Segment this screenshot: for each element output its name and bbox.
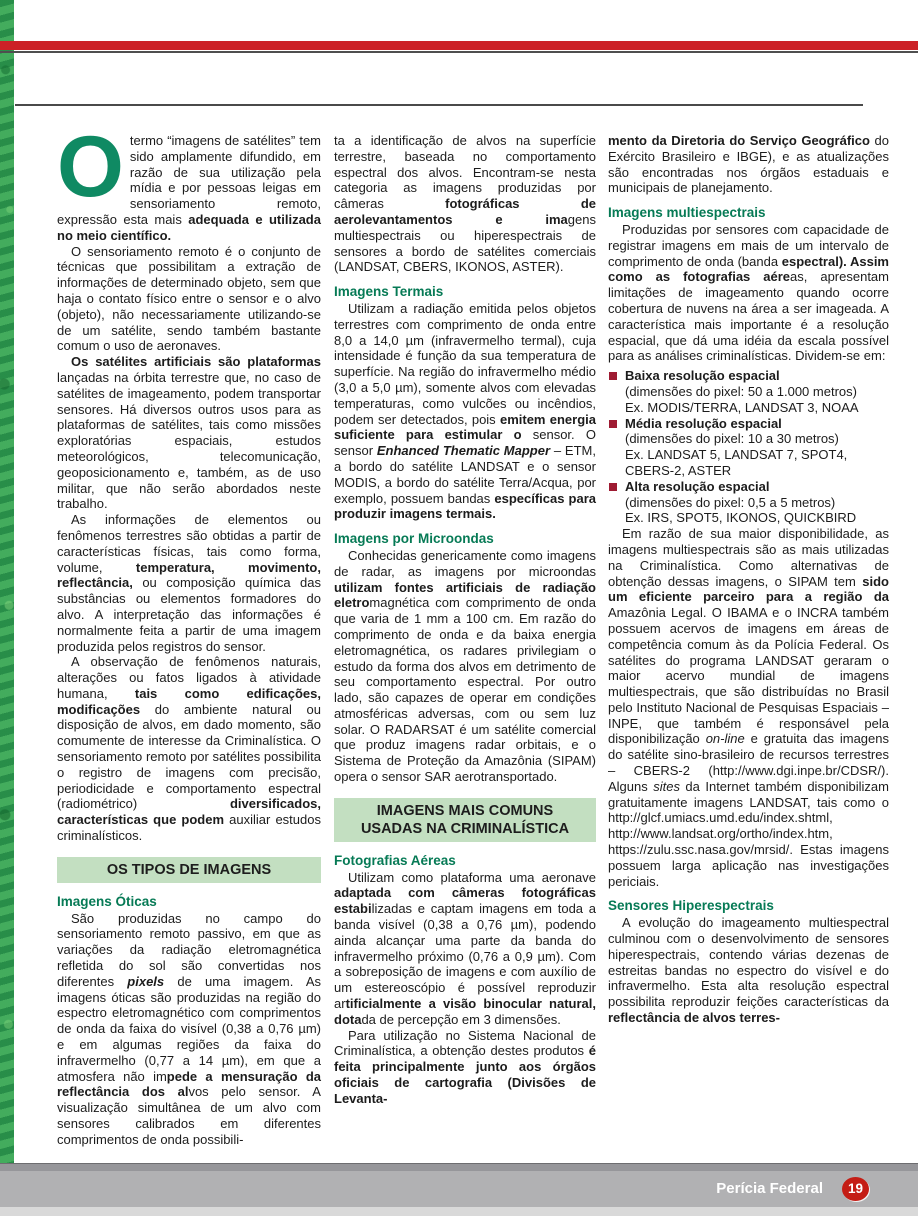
bullet-title: Alta resolução espacial bbox=[625, 478, 770, 494]
bullet-square-icon bbox=[609, 420, 617, 428]
resolution-list bbox=[608, 368, 889, 526]
subhead-imagens-termais: Imagens Termais bbox=[334, 284, 444, 300]
paragraph-disponibilidade: Em razão de sua maior disponibilidade, as imagens multiespectrais são as mais utilizadas na Criminalística. Como alternativas de obtenção dessas imagens, o SIPAM tem sido um eficiente parceiro para a região da Amazônia Legal. O IBAMA e o INCRA também possuem acervos de imagens em áreas de competência comum às da Polícia Federal. Os satélites do programa LANDSAT geraram o maior acervo mundial de imagens multiespectrais, que são distribuídas no Brasil pelo Instituto Nacional de Pesquisas Espaciais – INPE, que também é responsável pela disponibilização on-line e gratuita das imagens do satélite sino-brasileiro de recursos terrestres – CBERS-2 (http://www.dgi.inpe.br/CDSR/). Alguns sites da Internet também disponibilizam gratuitamente imagens LANDSAT, tais como o http://glcf.umiacs.umd.edu/index.shtml, http://www.landsat.org/ortho/index.htm, https://zulu.ssc.nasa.gov/mrsid/. Estas imagens possuem larga aplicação nas investigações periciais. bbox=[608, 526, 889, 889]
top-red-bar-underline bbox=[0, 51, 918, 53]
page-number-badge: 19 bbox=[842, 1177, 869, 1201]
paragraph-fotografias-aereas: Utilizam como plataforma uma aeronave adaptada com câmeras fotográficas estabilizadas e captam imagens em toda a banda visível (0,38 a 0,76 µm), podendo ainda alcançar uma parte da banda do infravermelho próximo (0,76 a 0,9 µm). Com a sobreposição de imagens e com auxílio de um estereoscópio é possível reproduzir artificialmente a visão binocular natural, dotada de percepção em 3 dimensões. bbox=[334, 869, 596, 1027]
subhead-sensores-hiperespectrais: Sensores Hiperespectrais bbox=[608, 898, 774, 914]
footer-bar bbox=[0, 1171, 918, 1207]
header-rule bbox=[15, 104, 863, 106]
paragraph-cartografia-continuacao: mento da Diretoria do Serviço Geográfico do Exército Brasileiro e IBGE), e as atualizações são encontradas nos órgãos estaduais e municipais de planejamento. bbox=[608, 133, 889, 196]
bullet-square-icon bbox=[609, 483, 617, 491]
paragraph-imagens-multiespectrais: Produzidas por sensores com capacidade de registrar imagens em mais de um intervalo de comprimento de onda (banda espectral). Assim como as fotografias aéreas, apresentam limitações de imageamento quando ocorre cobertura de nuvens na área a ser imageada. A característica mais importante é a resolução espacial, que dá uma idéia da escala possível para as análises criminalísticas. Dividem-se em: bbox=[608, 221, 889, 364]
bullet-alta-resolucao bbox=[608, 479, 889, 526]
paragraph-sensoriamento: O sensoriamento remoto é o conjunto de técnicas que possibilitam a extração de informações de determinado objeto, sem que haja o contato físico entre o sensor e o alvo (objeto), não necessariamente utilizando-se de um satélite, sendo também bastante comum o uso de aeronaves. bbox=[57, 243, 321, 354]
bullet-dimensions: (dimensões do pixel: 0,5 a 5 metros) bbox=[625, 494, 836, 510]
paragraph-imagens-termais: Utilizam a radiação emitida pelos objetos terrestres com comprimento de onda entre 8,0 a 14,0 µm (infravermelho termal), cuja intensidade é função da sua temperatura de superfície. Na região do infravermelho médio (3,0 a 5,0 µm), somente alvos com elevadas temperaturas, como vulcões ou incêndios, podem ser detectados, pois emitem energia suficiente para estimular o sensor. O sensor Enhanced Thematic Mapper – ETM, a bordo do satélite LANDSAT e o sensor MODIS, a bordo do satélite Terra/Acqua, por exemplo, possuem bandas específicas para produzir imagens termais. bbox=[334, 300, 597, 522]
subhead-fotografias-aereas: Fotografias Aéreas bbox=[334, 852, 456, 868]
section-band-tipos-de-imagens: OS TIPOS DE IMAGENS bbox=[57, 857, 321, 883]
paragraph-imagens-oticas: São produzidas no campo do sensoriamento remoto passivo, em que as variações da radiação eletromagnética refletida do sol são convertidas nos diferentes pixels de uma imagem. As imagens óticas são produzidas na região do espectro eletromagnético com comprimentos de onda da faixa do visível (0,38 a 0,76 µm) e em algumas regiões da faixa do infravermelho (0,77 a 14 µm), em que a atmosfera não impede a mensuração da reflectância dos alvos pelo sensor. A visualização simultânea de um alvo com sensores calibrados em diferentes comprimentos de onda possibili- bbox=[57, 910, 322, 1147]
magazine-name: Perícia Federal bbox=[716, 1180, 823, 1197]
bullet-dimensions: (dimensões do pixel: 10 a 30 metros) bbox=[625, 431, 839, 447]
left-photo-strip bbox=[0, 0, 14, 1164]
column-1 bbox=[57, 119, 322, 1148]
bullet-dimensions: (dimensões do pixel: 50 a 1.000 metros) bbox=[625, 383, 857, 399]
footer-bottom-strip bbox=[0, 1207, 918, 1216]
bullet-baixa-resolucao bbox=[608, 368, 889, 415]
footer-divider-bar bbox=[0, 1163, 918, 1171]
intro-text: termo “imagens de satélites” tem sido amplamente difundido, em razão de sua utilização pela mídia e por pessoas leigas em sensoriamento remoto, expressão esta mais adequada e utilizada no meio científico. bbox=[57, 133, 321, 243]
bullet-title: Média resolução espacial bbox=[625, 415, 782, 431]
dropcap-letter: O bbox=[57, 119, 124, 215]
paragraph-sensores-hiperespectrais: A evolução do imageamento multiespectral culminou com o desenvolvimento de sensores hiperespectrais, contendo várias dezenas de estreitas bandas no espectro do visível e do infravermelho. Esta alta resolução espectral possibilita reproduzir feições características da reflectância de alvos terres- bbox=[608, 915, 889, 1026]
column-3 bbox=[608, 133, 889, 1026]
intro-paragraph bbox=[57, 119, 321, 244]
paragraph-satelites-artificiais: Os satélites artificiais são plataformas lançadas na órbita terrestre que, no caso de satélites de imageamento, podem transportar sensores. Há diversos outros usos para as plataformas de satélites, tais como missões exploratórias espaciais, estudos meteorológicos, telecomunicação, geoposicionamento e, também, as de uso militar, que não serão abordados neste trabalho. bbox=[57, 354, 321, 512]
paragraph-observacao: A observação de fenômenos naturais, alterações ou fatos ligados à atividade humana, tais como edificações, modificações do ambiente natural ou disposição de alvos, em dado momento, são comumente de interesse da Criminalística. O sensoriamento remoto por satélites possibilita o registro de imagens com precisão, periodicidade e comportamento espectral (radiométrico) diversificados, características que podem auxiliar estudos criminalísticos. bbox=[57, 654, 321, 844]
column-2 bbox=[334, 133, 596, 1107]
subhead-imagens-oticas: Imagens Óticas bbox=[57, 893, 157, 909]
section-band-imagens-mais-comuns bbox=[334, 798, 596, 842]
subhead-imagens-multiespectrais: Imagens multiespectrais bbox=[608, 205, 766, 221]
top-red-bar bbox=[0, 41, 918, 50]
bullet-square-icon bbox=[609, 372, 617, 380]
band-line-2: USADAS NA CRIMINALÍSTICA bbox=[360, 820, 570, 837]
paragraph-oticas-continuacao: ta a identificação de alvos na superfície terrestre, baseada no comportamento espectral dos alvos. Encontram-se nesta categoria as imagens produzidas por câmeras fotográficas de aerolevantamentos e imagens multiespectrais ou hiperespectrais de sensores a bordo de satélites comerciais (LANDSAT, CBERS, IKONOS, ASTER). bbox=[334, 133, 596, 275]
bullet-examples: Ex. IRS, SPOT5, IKONOS, QUICKBIRD bbox=[625, 510, 857, 526]
bullet-title: Baixa resolução espacial bbox=[625, 368, 780, 384]
paragraph-informacoes: As informações de elementos ou fenômenos terrestres são obtidas a partir de características físicas, tais como forma, volume, temperatura, movimento, reflectância, ou composição química das substâncias ou elementos formadores do alvo. A interpretação das informações é normalmente feita a partir de uma imagem produzida pelos registros do sensor. bbox=[57, 512, 321, 654]
bullet-media-resolucao bbox=[608, 416, 889, 479]
paragraph-sistema-nacional: Para utilização no Sistema Nacional de Criminalística, a obtenção destes produtos é feita principalmente junto aos órgãos oficiais de cartografia (Divisões de Levanta- bbox=[334, 1027, 596, 1106]
paragraph-imagens-microondas: Conhecidas genericamente como imagens de radar, as imagens por microondas utilizam fontes artificiais de radiação eletromagnética com comprimento de onda que varia de 1 mm a 100 cm. Em razão do comprimento de onda e da baixa energia eletromagnética, os radares privilegiam o estudo da forma dos alvos em detrimento de seu comportamento espectral. Por outro lado, são capazes de operar em condições atmosféricas adversas, com ou sem luz solar. O RADARSAT é um satélite comercial que produz imagens radar orbitais, e o Sistema de Proteção da Amazônia (SIPAM) opera o sensor SAR aerotransportado. bbox=[334, 547, 596, 785]
bullet-examples: Ex. MODIS/TERRA, LANDSAT 3, NOAA bbox=[625, 399, 859, 415]
band-line-1: IMAGENS MAIS COMUNS bbox=[376, 802, 554, 819]
bullet-examples: Ex. LANDSAT 5, LANDSAT 7, SPOT4, CBERS-2, ASTER bbox=[625, 447, 848, 478]
subhead-imagens-microondas: Imagens por Microondas bbox=[334, 531, 494, 547]
